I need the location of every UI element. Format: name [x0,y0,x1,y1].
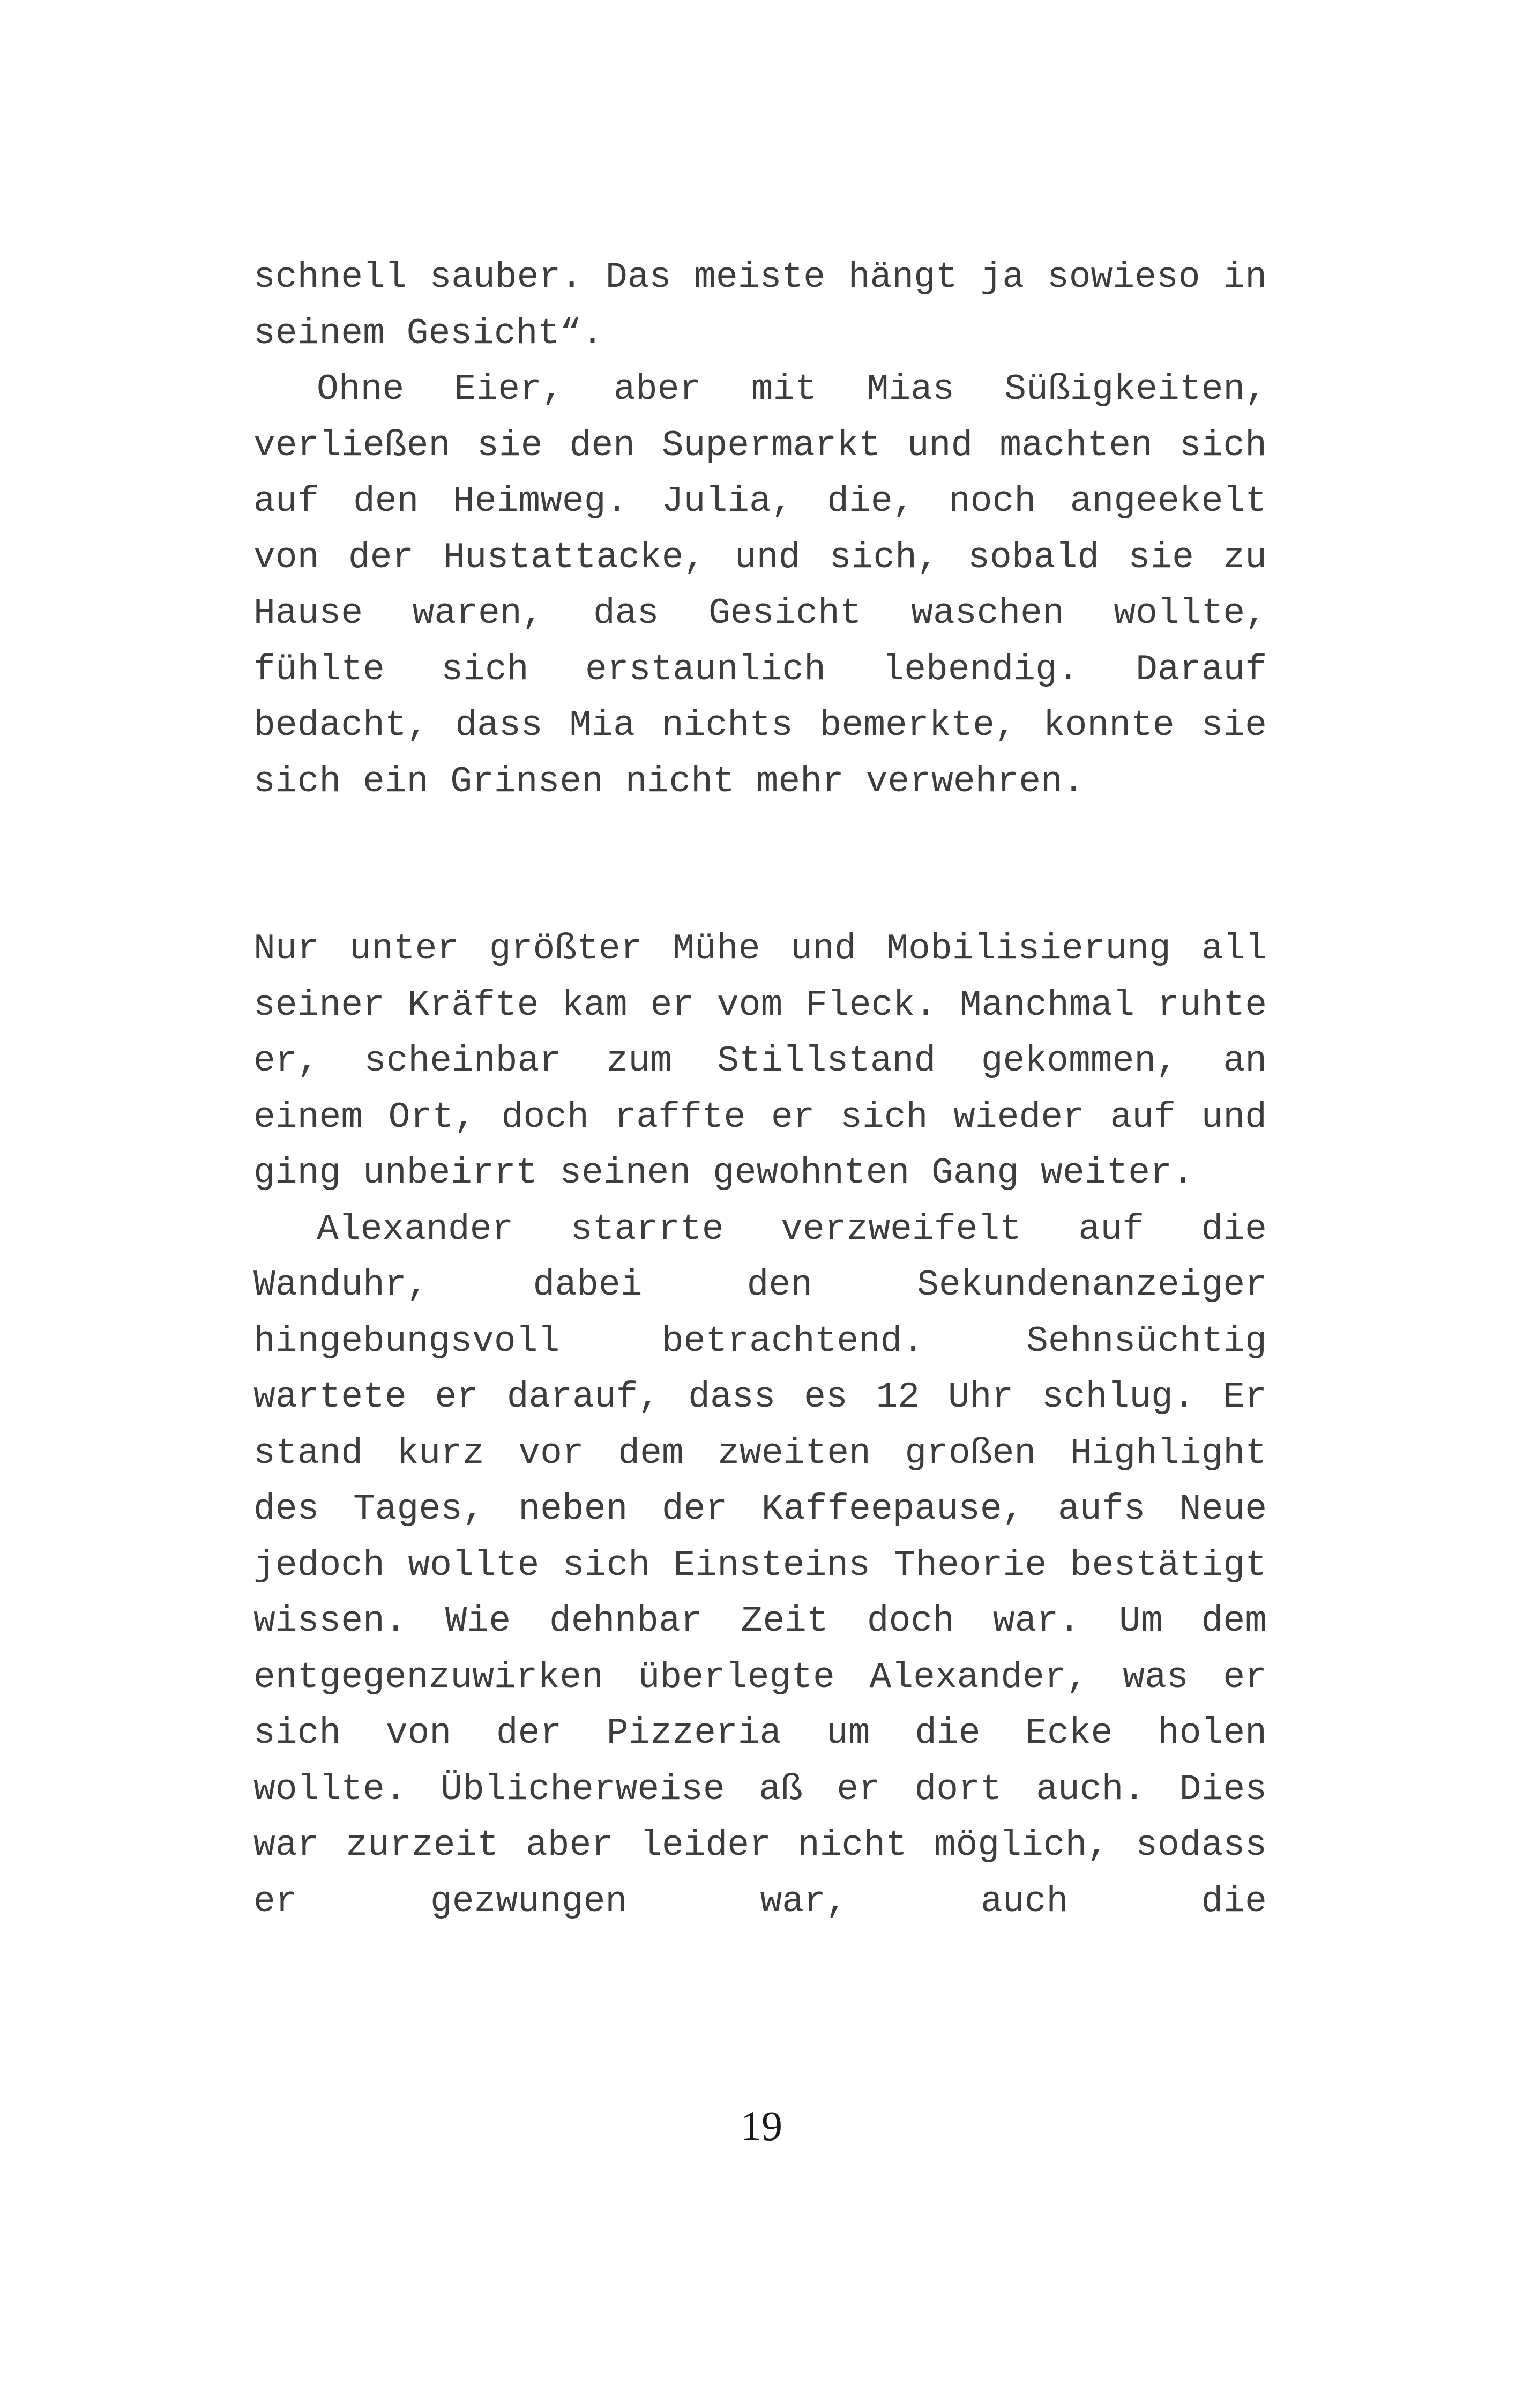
paragraph-scene-opening: Nur unter größter Mühe und Mobilisierung all seiner Kräfte kam er vom Fleck. Manchmal ruhte er, scheinbar zum Stillstand gekommen, an einem Ort, doch raffte er sich wieder auf und ging unbeirrt seinen gewohnten Gang weiter. [253,928,1267,1194]
text-section-top [253,250,1267,810]
paragraph-continuation: schnell sauber. Das meiste hängt ja sowieso in seinem Gesicht“. [253,257,1267,354]
paragraph-julia: Ohne Eier, aber mit Mias Süßigkeiten, verließen sie den Supermarkt und machten sich auf den Heimweg. Julia, die, noch angeekelt von der Hustattacke, und sich, sobald sie zu Hause waren, das Gesicht waschen wollte, fühlte sich erstaunlich lebendig. Darauf bedacht, dass Mia nichts bemerkte, konnte sie sich ein Grinsen nicht mehr verwehren. [253,369,1267,802]
text-section-bottom [253,921,1267,1930]
page-number: 19 [741,2102,782,2149]
paragraph-alexander: Alexander starrte verzweifelt auf die Wanduhr, dabei den Sekundenanzeiger hingebungsvoll betrachtend. Sehnsüchtig wartete er darauf, dass es 12 Uhr schlug. Er stand kurz vor dem zweiten großen Highlight des Tages, neben der Kaffeepause, aufs Neue jedoch wollte sich Einsteins Theorie bestätigt wissen. Wie dehnbar Zeit doch war. Um dem entgegenzuwirken überlegte Alexander, was er sich von der Pizzeria um die Ecke holen wollte. Üblicherweise aß er dort auch. Dies war zurzeit aber leider nicht möglich, sodass er gezwungen war, auch die [253,1208,1267,1922]
